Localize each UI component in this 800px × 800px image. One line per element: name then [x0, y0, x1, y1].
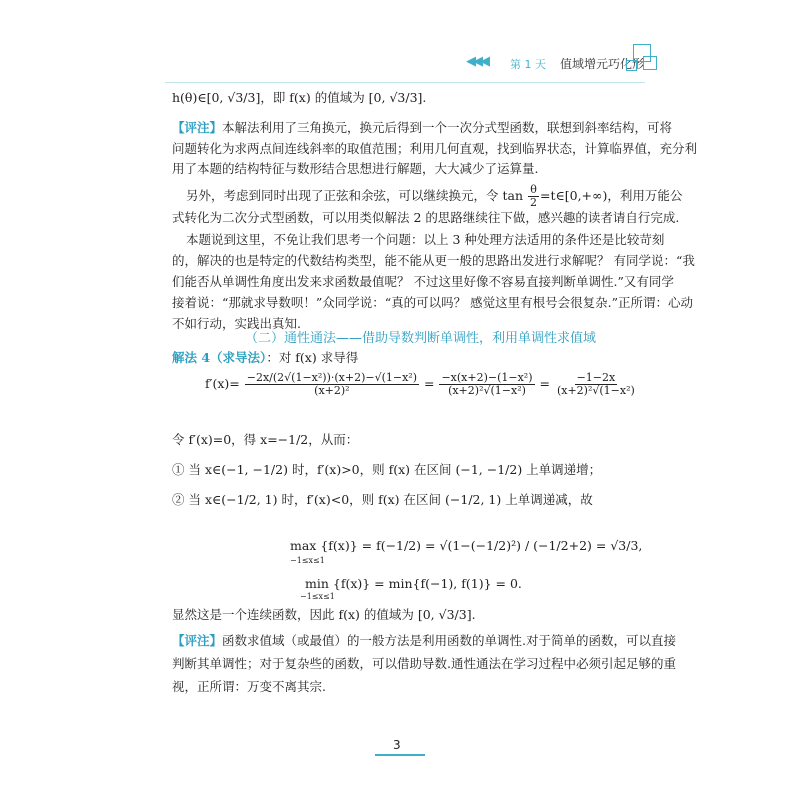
text-part: 另外，考虑到同时出现了正弦和余弦，可以继续换元，令 tan	[186, 188, 524, 203]
comment-tag: 【评注】	[172, 633, 223, 648]
comment-text: 本解法利用了三角换元，换元后得到一个一次分式型函数，联想到斜率结构，可将	[222, 120, 673, 135]
header-rule	[165, 82, 645, 83]
text-line: h(θ)∈[0, √3/3]，即 f(x) 的值域为 [0, √3/3].	[172, 90, 427, 105]
header-arrows-icon: ◀◀◀	[466, 54, 487, 69]
section-title: （二）通性通法——借助导数判断单调性，利用单调性求值域	[245, 331, 597, 346]
header-square-icon	[626, 60, 637, 71]
min-subscript: −1≤x≤1	[300, 592, 335, 601]
text-line: 用了本题的结构特征与数形结合思想进行解题，大大减少了运算量.	[172, 161, 539, 176]
text-line: 问题转化为求两点间连线斜率的取值范围；利用几何直观，找到临界状态，计算临界值，充分利	[172, 141, 698, 156]
text-line: 式转化为二次分式型函数，可以用类似解法 2 的思路继续往下做，感兴趣的读者请自行完成.	[172, 210, 680, 225]
text-line: 不如行动，实践出真知.	[172, 316, 301, 331]
max-equation: max {f(x)} = f(−1/2) = √(1−(−1/2)²) / (−1/2+2) = √3/3,	[290, 538, 643, 553]
text-line: 的，解决的也是特定的代数结构类型，能不能从更一般的思路出发进行求解呢？ 有同学说：“我	[172, 253, 695, 268]
eq-lhs: f′(x)=	[205, 376, 240, 391]
text-line: 视，正所谓：万变不离其宗.	[172, 679, 326, 694]
min-equation: min {f(x)} = min{f(−1), f(1)} = 0.	[305, 576, 522, 591]
fraction-3	[555, 372, 637, 397]
fraction-2-den: (x+2)²√(1−x²)	[448, 384, 526, 397]
fraction-3-den: (x+2)²√(1−x²)	[556, 384, 635, 397]
text-line: 本题说到这里，不免让我们思考一个问题：以上 3 种处理方法适用的条件还是比较苛刻	[186, 232, 665, 247]
fraction-2	[439, 372, 534, 397]
text-part: =t∈[0,+∞)，利用万能公	[540, 188, 683, 203]
header-day-label: 第 1 天	[510, 58, 546, 71]
conclusion: 显然这是一个连续函数，因此 f(x) 的值域为 [0, √3/3].	[172, 607, 476, 622]
text-line: 判断其单调性；对于复杂些的函数，可以借助导数.通性通法在学习过程中必须引起足够的重	[172, 656, 676, 671]
method-text: ：对 f(x) 求导得	[266, 350, 359, 365]
max-subscript: −1≤x≤1	[290, 556, 325, 565]
fraction-1-den: (x+2)²	[314, 384, 350, 397]
fraction-1-num: −2x/(2√(1−x²))·(x+2)−√(1−x²)	[246, 371, 417, 384]
page-number: 3	[393, 738, 401, 752]
comment-text: 函数求值域（或最值）的一般方法是利用函数的单调性.对于简单的函数，可以直接	[222, 633, 676, 648]
comment-line	[172, 120, 672, 136]
case-1: ① 当 x∈(−1, −1/2) 时，f′(x)>0，则 f(x) 在区间 (−1, −1/2) 上单调递增；	[172, 462, 602, 477]
text-line	[186, 184, 682, 209]
case-2: ② 当 x∈(−1/2, 1) 时，f′(x)<0，则 f(x) 在区间 (−1/2, 1) 上单调递减，故	[172, 492, 593, 507]
method-label: 解法 4（求导法）	[172, 350, 267, 365]
text-line: 接着说：“那就求导数呗！”众同学说：“真的可以吗？ 感觉这里有根号会很复杂.”正所谓：心动	[172, 295, 694, 310]
header-chapter-title: 值域增元巧化形	[560, 57, 645, 71]
fraction-2-num: −x(x+2)−(1−x²)	[441, 371, 533, 384]
comment-tag: 【评注】	[172, 120, 223, 135]
header-square-icon	[643, 56, 657, 70]
derivative-equation: f′(x)= $\frac{\text{−2x/(2√(1−x²))·(x+2)−√(1−x²)}}{\text{(x+2)²}}$ = $\frac{\text{−x(x+2)−(1−x²)}}{\text{(x+2)²√(1−x²)}}$ = $\frac{-1-2x}{\text{(x+2)²√(1−x²)}}$	[205, 371, 635, 397]
method-line	[172, 350, 358, 366]
text-line: 们能否从单调性角度出发来求函数最值呢？ 不过这里好像不容易直接判断单调性.”又有同学	[172, 274, 674, 289]
text-line: 令 f′(x)=0，得 x=−1/2，从而：	[172, 432, 359, 447]
fraction-1	[245, 372, 419, 397]
comment-line	[172, 633, 676, 649]
fraction-theta-over-2: $\frac{\theta}{2}$	[530, 183, 537, 209]
page-number-underline	[375, 754, 425, 756]
fraction-3-num: −1−2x	[576, 371, 616, 384]
